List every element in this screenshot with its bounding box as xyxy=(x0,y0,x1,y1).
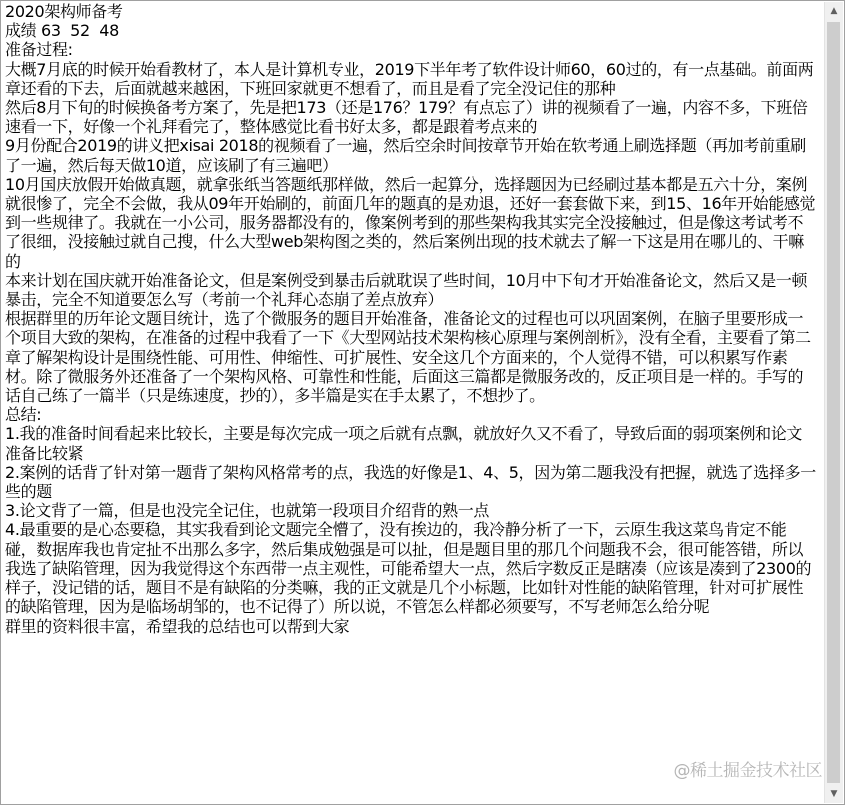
document-body xyxy=(5,2,817,802)
watermark: @稀土掘金技术社区 xyxy=(673,761,822,781)
vertical-scrollbar[interactable] xyxy=(824,2,843,803)
closing-line: 群里的资料很丰富，希望我的总结也可以帮到大家 xyxy=(5,616,350,636)
prep-heading: 准备过程: xyxy=(5,40,73,60)
summary-item: 4.最重要的是心态要稳，其实我看到论文题完全懵了，没有挨边的，我冷静分析了一下，云原生我这菜鸟肯定不能碰，数据库我也肯定扯不出那么多字，然后集成勉强是可以扯，但是题目里的那几个问题我不会，很可能答错，所以我选了缺陷管理，因为我觉得这个东西带一点主观性，可能希望大一点，然后字数反正是瞎凑（应该是凑到了2300的样子，没记错的话，题目不是有缺陷的分类嘛，我的正文就是几个小标题，比如针对性能的缺陷管理，针对可扩展性的缺陷管理，因为是临场胡邹的，也不记得了）所以说，不管怎么样都必须要写，不写老师怎么给分呢 xyxy=(5,520,812,617)
scroll-up-icon[interactable]: ▲ xyxy=(830,6,838,16)
paragraph: 9月份配合2019的讲义把xisai 2018的视频看了一遍，然后空余时间按章节开始在软考通上刷选择题（再加考前重刷了一遍，然后每天做10道，应该刷了有三遍吧） xyxy=(5,136,806,175)
summary-item: 3.论文背了一篇，但是也没完全记住，也就第一段项目介绍背的熟一点 xyxy=(5,501,490,521)
paragraph: 本来计划在国庆就开始准备论文，但是案例受到暴击后就耽误了些时间，10月中下旬才开始准备论文，然后又是一顿暴击，完全不知道要怎么写（考前一个礼拜心态崩了差点放弃） xyxy=(5,270,808,310)
paragraph: 然后8月下旬的时候换备考方案了，先是把173（还是176？179？有点忘了）讲的视频看了一遍，内容不多，下班倍速看一下，好像一个礼拜看完了，整体感觉比看书好太多，都是跟着考点来的 xyxy=(5,98,808,137)
summary-heading: 总结: xyxy=(5,405,42,425)
score-line: 成绩 63 52 48 xyxy=(5,21,119,41)
scroll-down-icon[interactable]: ▼ xyxy=(830,789,838,799)
paragraph: 根据群里的历年论文题目统计，选了个微服务的题目开始准备，准备论文的过程也可以巩固案例，在脑子里要形成一个项目大致的架构，在准备的过程中我看了一下《大型网站技术架构核心原理与案例剖析》，没有全看，主要看了第二章了解架构设计是围绕性能、可用性、伸缩性、可扩展性、安全这几个方面来的，个人觉得不错，可以积累写作素材。除了微服务外还准备了一个架构风格、可靠性和性能，后面这三篇都是微服务改的，反正项目是一样的。手写的话自己练了一篇半（只是练速度，抄的），多半篇是实在手太累了，不想抄了。 xyxy=(5,309,811,406)
summary-item: 1.我的准备时间看起来比较长，主要是每次完成一项之后就有点飘，就放好久又不看了，导致后面的弱项案例和论文准备比较紧 xyxy=(5,424,803,463)
paragraph: 大概7月底的时候开始看教材了，本人是计算机专业，2019下半年考了软件设计师60，60过的，有一点基础。前面两章还看的下去，后面就越来越困，下班回家就更不想看了，而且是看了完全没记住的那种 xyxy=(5,59,814,98)
summary-item: 2.案例的话背了针对第一题背了架构风格常考的点，我选的好像是1、4、5，因为第二题我没有把握，就选了选择多一些的题 xyxy=(5,462,816,502)
scrollbar-thumb[interactable] xyxy=(827,22,840,783)
paragraph: 10月国庆放假开始做真题，就拿张纸当答题纸那样做，然后一起算分，选择题因为已经刷过基本都是五六十分，案例就很惨了，完全不会做，我从09年开始刷的，前面几年的题真的是劝退，还好一套套做下来，到15、16年开始能感觉到一些规律了。我就在一小公司，服务器都没有的，像案例考到的那些架构我其实完全没接触过，但是像这考试考不了很细，没接触过就自己搜，什么大型web架构图之类的，然后案例出现的技术就去了解一下这是用在哪儿的、干嘛的 xyxy=(5,174,816,271)
document-title: 2020架构师备考 xyxy=(5,2,123,21)
